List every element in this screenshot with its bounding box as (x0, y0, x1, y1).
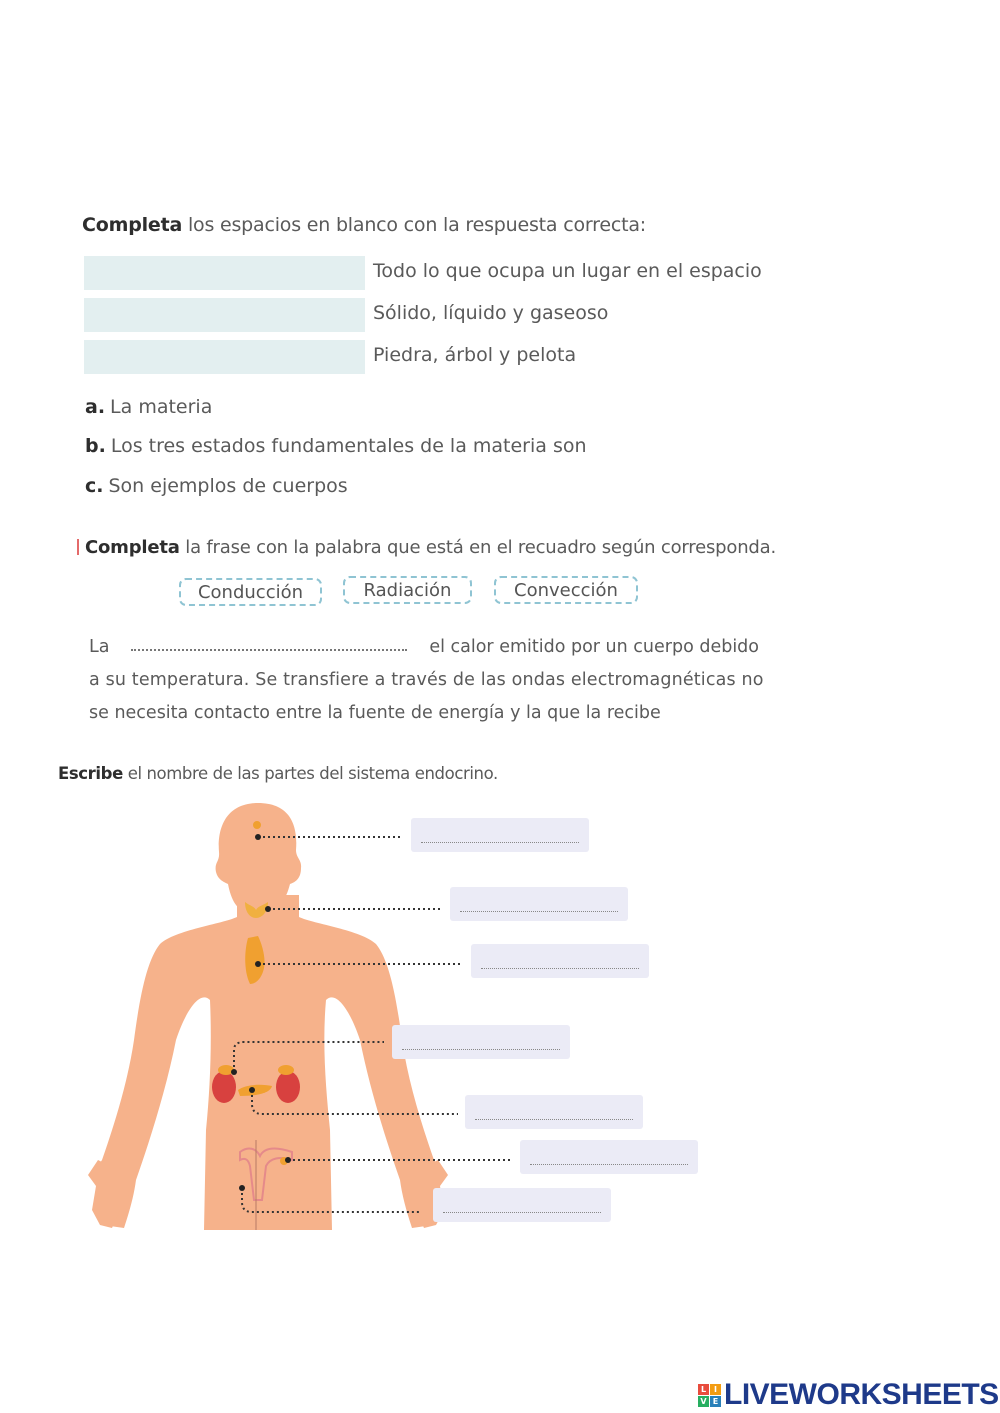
section3-instruction: Escribe el nombre de las partes del sistema endocrino. (58, 764, 498, 783)
label-box-pancreas[interactable] (465, 1095, 643, 1129)
paragraph-line-1: La el calor emitido por un cuerpo debido (89, 637, 759, 657)
logo-squares-icon (698, 1384, 721, 1407)
option-a: a. La materia (85, 396, 213, 418)
leader-dot-6 (285, 1157, 291, 1163)
word-chip-conduccion[interactable]: Conducción (179, 578, 322, 606)
label-box-pituitary[interactable] (411, 818, 589, 852)
section2-instruction: Completa la frase con la palabra que está en el recuadro según corresponda. (85, 537, 776, 558)
leader-dot-4 (231, 1069, 237, 1075)
answer-definition-1: Todo lo que ocupa un lugar en el espacio (373, 260, 762, 282)
section1-instruction: Completa los espacios en blanco con la respuesta correcta: (82, 214, 646, 236)
word-chip-radiacion[interactable]: Radiación (343, 576, 472, 604)
body-torso (94, 895, 442, 1230)
right-kidney (276, 1071, 300, 1103)
label-box-testes[interactable] (433, 1188, 611, 1222)
paragraph-line-2: a su temperatura. Se transfiere a través de las ondas electromagnéticas no (89, 670, 764, 690)
word-chip-conveccion[interactable]: Convección (494, 576, 638, 604)
logo-square-e: E (710, 1396, 721, 1407)
label-box-thyroid[interactable] (450, 887, 628, 921)
logo-square-l: L (698, 1384, 709, 1395)
left-kidney (212, 1071, 236, 1103)
logo-square-i: I (710, 1384, 721, 1395)
logo-square-v: V (698, 1396, 709, 1407)
option-b: b. Los tres estados fundamentales de la materia son (85, 435, 587, 457)
leader-dot-3 (255, 961, 261, 967)
leader-dot-7 (239, 1185, 245, 1191)
label-box-thymus[interactable] (471, 944, 649, 978)
paragraph-line-3: se necesita contacto entre la fuente de energía y la que la recibe (89, 703, 661, 723)
option-c: c. Son ejemplos de cuerpos (85, 475, 348, 497)
pituitary-gland (253, 821, 261, 829)
label-box-adrenal[interactable] (392, 1025, 570, 1059)
leader-dot-5 (249, 1087, 255, 1093)
leader-dot-2 (265, 906, 271, 912)
liveworksheets-logo (698, 1378, 999, 1412)
answer-definition-2: Sólido, líquido y gaseoso (373, 302, 609, 324)
answer-definition-3: Piedra, árbol y pelota (373, 344, 577, 366)
logo-text: LIVEWORKSHEETS (724, 1378, 999, 1411)
right-adrenal (278, 1065, 294, 1075)
label-box-ovaries[interactable] (520, 1140, 698, 1174)
leader-dot-1 (255, 834, 261, 840)
